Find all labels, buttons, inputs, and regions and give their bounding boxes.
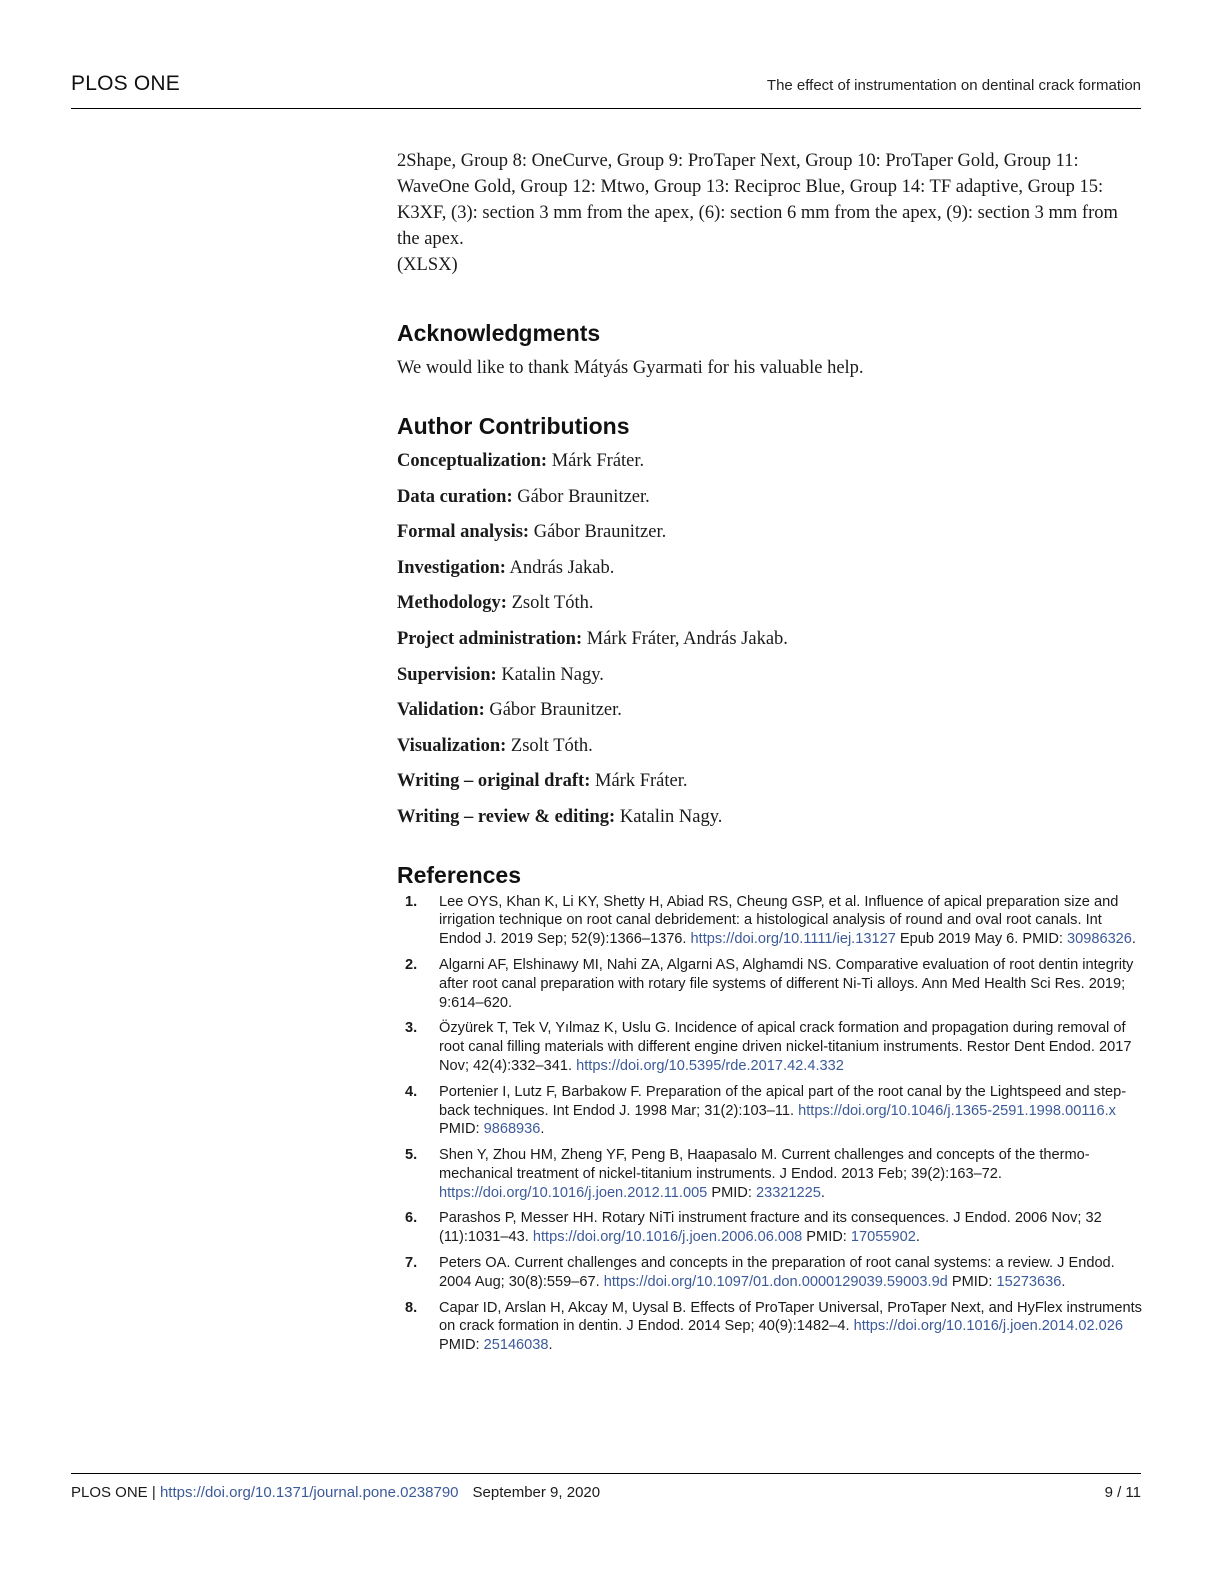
contribution-role: Data curation: xyxy=(397,486,513,507)
reference-text: Parashos P, Messer HH. Rotary NiTi instrument fracture and its consequences. J Endod. 2006 Nov; 32 (11):1031–43. xyxy=(439,1210,1102,1246)
footer-date: September 9, 2020 xyxy=(472,1484,601,1501)
page-header xyxy=(71,68,1141,109)
reference-end: . xyxy=(540,1121,545,1138)
reference-item xyxy=(397,893,1142,949)
reference-number: 1. xyxy=(405,893,418,910)
doi-link[interactable]: https://doi.org/10.1111/iej.13127 xyxy=(690,931,896,948)
reference-text: Algarni AF, Elshinawy MI, Nahi ZA, Algarni AS, Alghamdi NS. Comparative evaluation of root dentin integrity after root canal preparation with rotary file systems of different Ni-Ti alloys. Ann Med Health Sci Res. 2019; 9:614–620. xyxy=(439,956,1134,1011)
reference-item xyxy=(397,1146,1142,1202)
running-title: The effect of instrumentation on dentinal crack formation xyxy=(766,77,1141,94)
contribution-role: Formal analysis: xyxy=(397,522,530,543)
reference-number: 8. xyxy=(405,1299,418,1316)
doi-link[interactable]: https://doi.org/10.1016/j.joen.2012.11.005 xyxy=(439,1184,708,1201)
reference-text: Peters OA. Current challenges and concepts in the preparation of root canal systems: a review. J Endod. 2004 Aug; 30(8):559–67. xyxy=(439,1255,1115,1290)
contribution-item xyxy=(397,733,1142,769)
contribution-item xyxy=(397,697,1142,733)
reference-item xyxy=(397,1019,1142,1075)
contribution-role: Methodology: xyxy=(397,593,507,614)
main-content xyxy=(397,148,1142,1371)
doi-link[interactable]: https://doi.org/10.1016/j.joen.2014.02.026 xyxy=(853,1318,1123,1335)
contribution-role: Writing – review & editing: xyxy=(397,806,616,827)
acknowledgments-heading: Acknowledgments xyxy=(397,320,601,346)
reference-number: 3. xyxy=(405,1020,418,1037)
reference-item xyxy=(397,956,1142,1012)
reference-item xyxy=(397,1209,1142,1247)
file-type-label: (XLSX) xyxy=(397,255,458,275)
contribution-item xyxy=(397,626,1142,662)
contribution-role: Validation: xyxy=(397,700,485,721)
reference-pmid-label: PMID: xyxy=(707,1184,756,1201)
contribution-role: Conceptualization: xyxy=(397,451,548,471)
reference-end: . xyxy=(915,1229,920,1246)
footer-doi-link[interactable]: https://doi.org/10.1371/journal.pone.0238790 xyxy=(159,1484,459,1501)
pmid-link[interactable]: 15273636 xyxy=(996,1273,1062,1290)
reference-text: Özyürek T, Tek V, Yılmaz K, Uslu G. Incidence of apical crack formation and propagation during removal of root canal filling materials with different engine driven nickel-titanium instruments. Restor Dent Endod. 2017 Nov; 42(4):332–341. xyxy=(439,1020,1132,1074)
contribution-role: Investigation: xyxy=(397,557,506,578)
doi-link[interactable]: https://doi.org/10.5395/rde.2017.42.4.332 xyxy=(576,1057,844,1074)
contribution-names: Gábor Braunitzer. xyxy=(529,522,667,543)
contribution-role: Visualization: xyxy=(397,735,507,756)
contribution-names: Márk Fráter. xyxy=(590,771,688,792)
pmid-link[interactable]: 17055902 xyxy=(850,1229,916,1246)
reference-number: 5. xyxy=(405,1147,418,1164)
contribution-item xyxy=(397,590,1142,626)
contribution-item xyxy=(397,662,1142,698)
footer-journal: PLOS ONE | xyxy=(71,1484,160,1501)
pmid-link[interactable]: 25146038 xyxy=(483,1337,549,1354)
contribution-names: Katalin Nagy. xyxy=(615,806,723,827)
reference-end: . xyxy=(820,1184,825,1201)
contribution-item xyxy=(397,768,1142,804)
doi-link[interactable]: https://doi.org/10.1016/j.joen.2006.06.008 xyxy=(532,1229,803,1246)
page-number: 9 / 11 xyxy=(1104,1484,1141,1501)
contribution-item xyxy=(397,519,1142,555)
contribution-names: Márk Fráter, András Jakab. xyxy=(582,628,788,649)
reference-text: Capar ID, Arslan H, Akcay M, Uysal B. Effects of ProTaper Universal, ProTaper Next, and HyFlex instruments on crack formation in dentin. J Endod. 2014 Sep; 40(9):1482–4. xyxy=(439,1299,1142,1335)
contribution-names: Katalin Nagy. xyxy=(496,664,604,685)
reference-pmid-label: Epub 2019 May 6. PMID: xyxy=(895,931,1067,948)
contribution-names: András Jakab. xyxy=(505,557,615,578)
reference-item xyxy=(397,1083,1142,1139)
contribution-item xyxy=(397,555,1142,591)
reference-item xyxy=(397,1299,1142,1355)
reference-pmid-label: PMID: xyxy=(439,1121,484,1138)
contribution-names: Gábor Braunitzer. xyxy=(484,700,622,721)
journal-name: PLOS ONE xyxy=(71,72,180,95)
reference-text: Portenier I, Lutz F, Barbakow F. Preparation of the apical part of the root canal by the Lightspeed and step-back techniques. Int Endod J. 1998 Mar; 31(2):103–11. xyxy=(439,1083,1127,1119)
contribution-role: Project administration: xyxy=(397,628,583,649)
contribution-item xyxy=(397,804,1142,840)
acknowledgments-text: We would like to thank Mátyás Gyarmati for his valuable help. xyxy=(397,358,864,378)
reference-pmid-label: PMID: xyxy=(947,1273,997,1290)
reference-number: 7. xyxy=(405,1255,418,1272)
pmid-link[interactable]: 9868936 xyxy=(483,1121,541,1138)
reference-list xyxy=(397,893,1142,1356)
doi-link[interactable]: https://doi.org/10.1046/j.1365-2591.1998.00116.x xyxy=(798,1102,1116,1119)
doi-link[interactable]: https://doi.org/10.1097/01.don.0000129039.59003.9d xyxy=(603,1273,948,1290)
continued-caption-text: 2Shape, Group 8: OneCurve, Group 9: ProTaper Next, Group 10: ProTaper Gold, Group 11: WaveOne Gold, Group 12: Mtwo, Group 13: Reciproc Blue, Group 14: TF adaptive, Group 15: K3XF, (3): section 3 mm from the apex, (6): section 6 mm from the apex, (9): section 3 mm from the apex. xyxy=(397,151,1118,249)
references-heading: References xyxy=(397,861,522,888)
contribution-item xyxy=(397,484,1142,520)
contribution-role: Supervision: xyxy=(397,664,497,685)
pmid-link[interactable]: 23321225 xyxy=(755,1184,821,1201)
contribution-names: Zsolt Tóth. xyxy=(506,735,593,756)
reference-number: 4. xyxy=(405,1083,418,1100)
reference-end: . xyxy=(1131,931,1136,948)
reference-number: 2. xyxy=(405,956,418,973)
contribution-names: Márk Fráter. xyxy=(547,451,645,471)
contribution-names: Zsolt Tóth. xyxy=(506,593,594,614)
reference-end: . xyxy=(548,1337,553,1354)
contribution-item xyxy=(397,448,1142,484)
reference-text: Lee OYS, Khan K, Li KY, Shetty H, Abiad RS, Cheung GSP, et al. Influence of apical preparation size and irrigation technique on root canal debridement: a histological analysis of round and oval root canals. Int Endod J. 2019 Sep; 52(9):1366–1376. xyxy=(439,893,1119,948)
contribution-role: Writing – original draft: xyxy=(397,771,591,792)
reference-text: Shen Y, Zhou HM, Zheng YF, Peng B, Haapasalo M. Current challenges and concepts of the thermo-mechanical treatment of nickel-titanium instruments. J Endod. 2013 Feb; 39(2):163–72. xyxy=(439,1147,1090,1182)
reference-number: 6. xyxy=(405,1210,418,1227)
pmid-link[interactable]: 30986326 xyxy=(1066,931,1132,948)
contribution-names: Gábor Braunitzer. xyxy=(512,486,650,507)
page-footer xyxy=(71,1473,1141,1501)
reference-pmid-label: PMID: xyxy=(802,1229,851,1246)
author-contributions-heading: Author Contributions xyxy=(397,413,630,439)
reference-pmid-label: PMID: xyxy=(439,1337,484,1354)
reference-end: . xyxy=(1061,1273,1066,1290)
reference-item xyxy=(397,1254,1142,1292)
contributions-list xyxy=(397,448,1142,840)
